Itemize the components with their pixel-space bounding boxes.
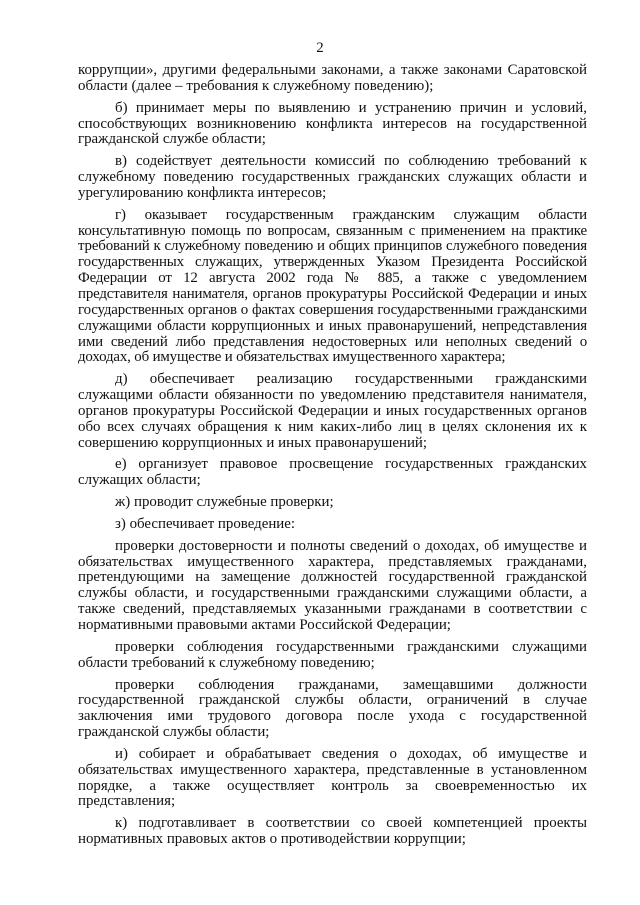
- paragraph-item-i: и) собирает и обрабатывает сведения о доходах, об имуществе и обязательствах имущественного характера, представленные в установленном порядке, а также осуществляет контроль за своевременностью их представления;: [78, 745, 587, 810]
- paragraph-subitem-verification-info: проверки достоверности и полноты сведений о доходах, об имуществе и обязательствах имущественного характера, представляемых гражданами, претендующими на замещение должностей государственной гражданской службы области, и государственными гражданскими служащими области, а также сведений, представляемых указанными гражданами в соответствии с нормативными правовыми актами Российской Федерации;: [78, 537, 587, 633]
- paragraph-subitem-verification-restrictions: проверки соблюдения гражданами, замещавшими должности государственной гражданской службы области, ограничений в случае заключения ими трудового договора после ухода с государственной гражданской службы области;: [78, 676, 587, 741]
- paragraph-subitem-verification-conduct: проверки соблюдения государственными гражданскими служащими области требований к служебному поведению;: [78, 638, 587, 671]
- paragraph-continuation: коррупции», другими федеральными законами, а также законами Саратовской области (далее – требования к служебному поведению);: [78, 62, 587, 94]
- paragraph-item-z: з) обеспечивает проведение:: [115, 515, 296, 532]
- paragraph-item-g: г) оказывает государственным гражданским служащим области консультативную помощь по вопросам, связанным с применением на практике требований к служебному поведению и общих принципов служебного поведения государственных служащих, утвержденных Указом Президента Российской Федерации от 12 августа 2002 года № 885, а также с уведомлением представителя нанимателя, органов прокуратуры Российской Федерации и иных государственных органов о фактах совершения государственными гражданскими служащими области коррупционных и иных правонарушений, непредставления ими сведений либо представления недостоверных или неполных сведений о доходах, об имуществе и обязательствах имущественного характера;: [78, 206, 587, 366]
- paragraph-item-d: д) обеспечивает реализацию государственными гражданскими служащими области обязанности по уведомлению представителя нанимателя, органов прокуратуры Российской Федерации и иных государственных органов обо всех случаях обращения к ним каких-либо лиц в целях склонения их к совершению коррупционных и иных правонарушений;: [78, 371, 587, 451]
- paragraph-item-v: в) содействует деятельности комиссий по соблюдению требований к служебному поведению государственных гражданских служащих области и урегулированию конфликта интересов;: [78, 153, 587, 201]
- paragraph-item-k: к) подготавливает в соответствии со своей компетенцией проекты нормативных правовых актов о противодействии коррупции;: [78, 815, 587, 848]
- paragraph-item-e: е) организует правовое просвещение государственных гражданских служащих области;: [78, 456, 587, 489]
- paragraph-item-zh: ж) проводит служебные проверки;: [115, 494, 334, 511]
- document-body: [78, 63, 587, 848]
- paragraph-item-b: б) принимает меры по выявлению и устранению причин и условий, способствующих возникновению конфликта интересов на государственной гражданской службе области;: [78, 99, 587, 148]
- page-number: 2: [316, 40, 324, 56]
